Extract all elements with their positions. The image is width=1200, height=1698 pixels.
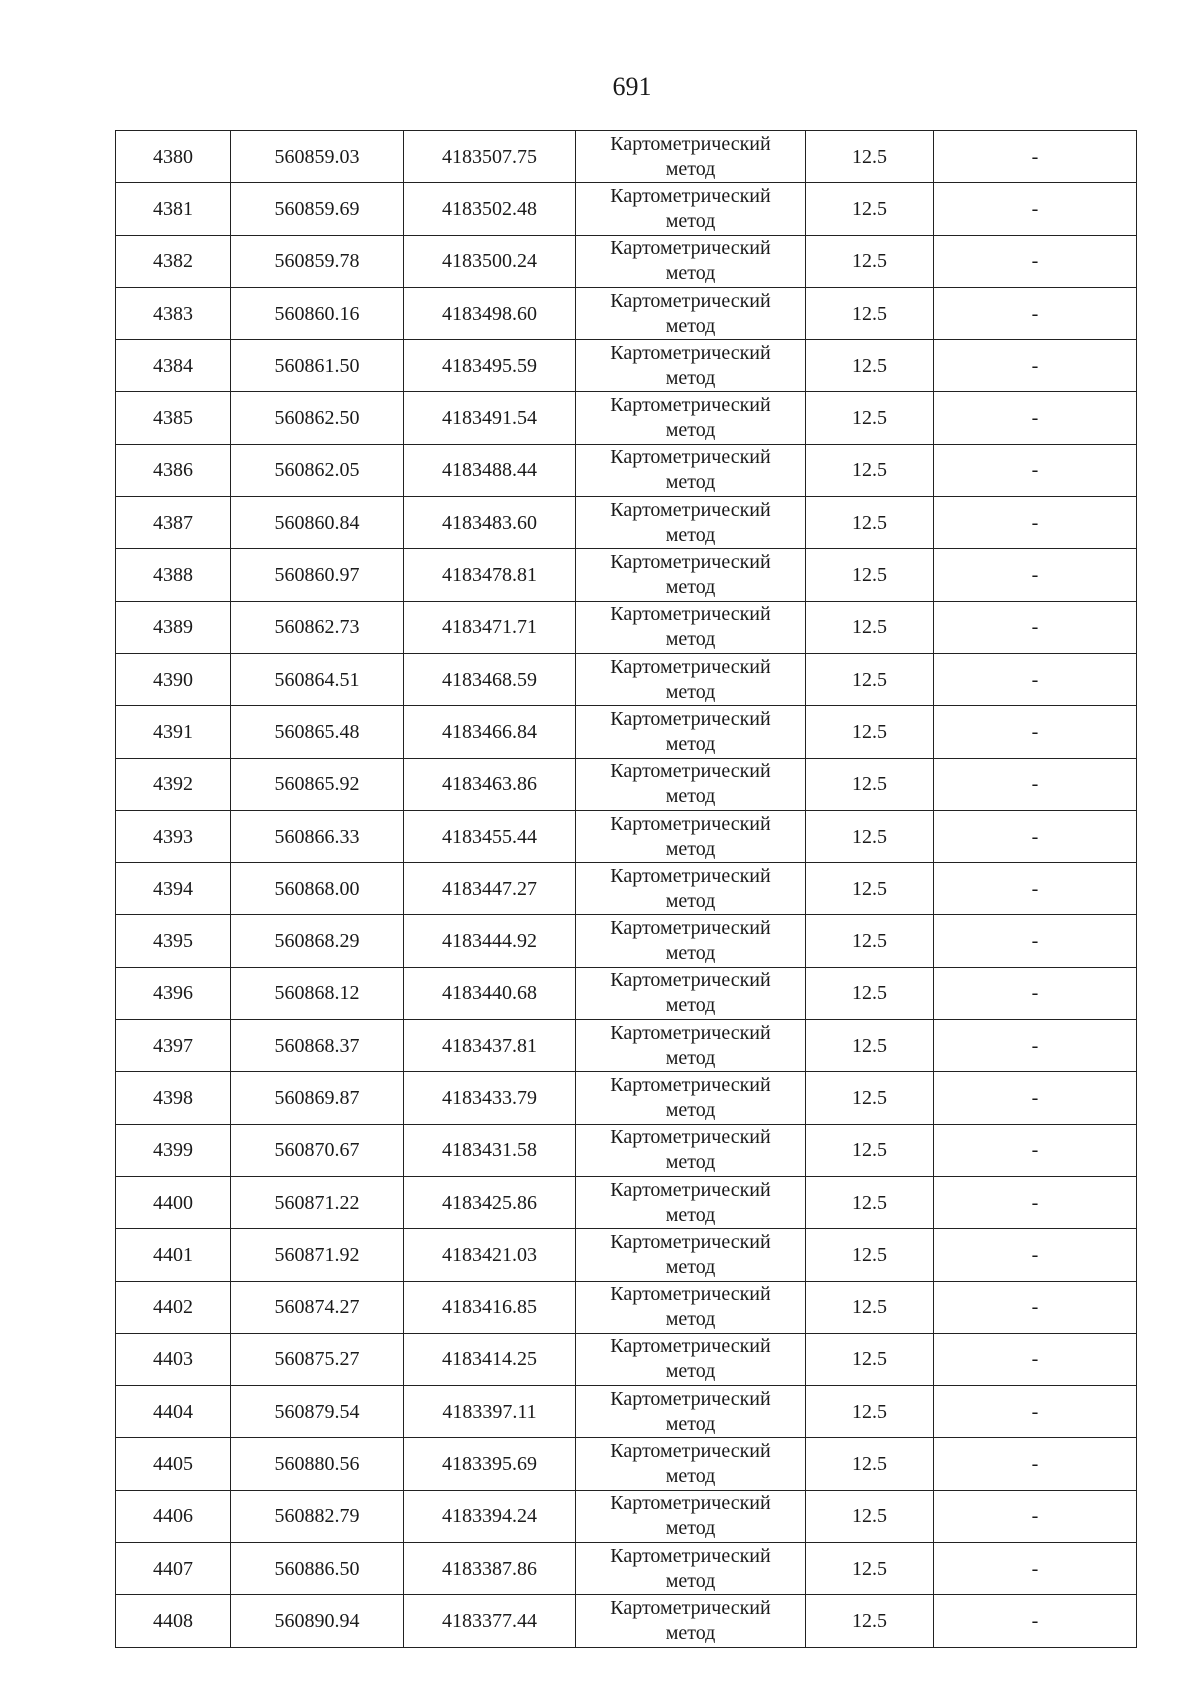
cell-y-coordinate: 4183507.75	[404, 131, 576, 183]
cell-method: Картометрический метод	[576, 915, 806, 967]
cell-x-coordinate: 560879.54	[231, 1386, 404, 1438]
cell-y-coordinate: 4183491.54	[404, 392, 576, 444]
cell-note: -	[934, 1543, 1137, 1595]
cell-point-number: 4384	[116, 340, 231, 392]
cell-method: Картометрический метод	[576, 1072, 806, 1124]
cell-point-number: 4383	[116, 287, 231, 339]
cell-note: -	[934, 497, 1137, 549]
cell-accuracy: 12.5	[806, 183, 934, 235]
cell-note: -	[934, 1229, 1137, 1281]
cell-x-coordinate: 560886.50	[231, 1543, 404, 1595]
cell-method: Картометрический метод	[576, 549, 806, 601]
cell-note: -	[934, 1281, 1137, 1333]
cell-note: -	[934, 131, 1137, 183]
cell-accuracy: 12.5	[806, 1124, 934, 1176]
cell-accuracy: 12.5	[806, 392, 934, 444]
cell-x-coordinate: 560868.00	[231, 863, 404, 915]
cell-accuracy: 12.5	[806, 235, 934, 287]
cell-accuracy: 12.5	[806, 1176, 934, 1228]
cell-point-number: 4380	[116, 131, 231, 183]
cell-point-number: 4386	[116, 444, 231, 496]
cell-point-number: 4382	[116, 235, 231, 287]
cell-x-coordinate: 560861.50	[231, 340, 404, 392]
cell-method: Картометрический метод	[576, 287, 806, 339]
cell-accuracy: 12.5	[806, 1229, 934, 1281]
cell-y-coordinate: 4183431.58	[404, 1124, 576, 1176]
table-row	[116, 967, 1137, 1019]
table-row	[116, 758, 1137, 810]
cell-point-number: 4392	[116, 758, 231, 810]
cell-note: -	[934, 810, 1137, 862]
cell-y-coordinate: 4183421.03	[404, 1229, 576, 1281]
page-number: 691	[612, 72, 652, 101]
cell-method: Картометрический метод	[576, 1333, 806, 1385]
cell-method: Картометрический метод	[576, 183, 806, 235]
cell-method: Картометрический метод	[576, 1438, 806, 1490]
cell-y-coordinate: 4183395.69	[404, 1438, 576, 1490]
cell-x-coordinate: 560882.79	[231, 1490, 404, 1542]
table-row	[116, 1281, 1137, 1333]
cell-x-coordinate: 560865.48	[231, 706, 404, 758]
cell-note: -	[934, 1386, 1137, 1438]
cell-method: Картометрический метод	[576, 392, 806, 444]
cell-point-number: 4396	[116, 967, 231, 1019]
cell-method: Картометрический метод	[576, 1490, 806, 1542]
table-body	[116, 131, 1137, 1648]
cell-point-number: 4397	[116, 1020, 231, 1072]
cell-note: -	[934, 915, 1137, 967]
cell-accuracy: 12.5	[806, 1281, 934, 1333]
cell-method: Картометрический метод	[576, 444, 806, 496]
table-row	[116, 1595, 1137, 1647]
table-row	[116, 340, 1137, 392]
cell-x-coordinate: 560869.87	[231, 1072, 404, 1124]
cell-note: -	[934, 1438, 1137, 1490]
cell-y-coordinate: 4183468.59	[404, 653, 576, 705]
table-row	[116, 235, 1137, 287]
cell-accuracy: 12.5	[806, 444, 934, 496]
table-row	[116, 497, 1137, 549]
cell-point-number: 4391	[116, 706, 231, 758]
cell-note: -	[934, 183, 1137, 235]
table-row	[116, 601, 1137, 653]
cell-y-coordinate: 4183440.68	[404, 967, 576, 1019]
cell-x-coordinate: 560860.84	[231, 497, 404, 549]
cell-y-coordinate: 4183455.44	[404, 810, 576, 862]
cell-method: Картометрический метод	[576, 706, 806, 758]
cell-accuracy: 12.5	[806, 915, 934, 967]
cell-y-coordinate: 4183387.86	[404, 1543, 576, 1595]
cell-y-coordinate: 4183447.27	[404, 863, 576, 915]
table-row	[116, 444, 1137, 496]
table-row	[116, 1438, 1137, 1490]
cell-y-coordinate: 4183433.79	[404, 1072, 576, 1124]
cell-point-number: 4381	[116, 183, 231, 235]
cell-method: Картометрический метод	[576, 1020, 806, 1072]
cell-y-coordinate: 4183495.59	[404, 340, 576, 392]
cell-point-number: 4405	[116, 1438, 231, 1490]
cell-accuracy: 12.5	[806, 1490, 934, 1542]
cell-x-coordinate: 560859.03	[231, 131, 404, 183]
cell-method: Картометрический метод	[576, 131, 806, 183]
table-row	[116, 1543, 1137, 1595]
cell-accuracy: 12.5	[806, 1595, 934, 1647]
table-row	[116, 1490, 1137, 1542]
cell-point-number: 4395	[116, 915, 231, 967]
table-row	[116, 1176, 1137, 1228]
table-row	[116, 706, 1137, 758]
cell-y-coordinate: 4183466.84	[404, 706, 576, 758]
table-row	[116, 653, 1137, 705]
cell-x-coordinate: 560860.97	[231, 549, 404, 601]
table-row	[116, 131, 1137, 183]
cell-accuracy: 12.5	[806, 1020, 934, 1072]
table-row	[116, 1072, 1137, 1124]
cell-point-number: 4400	[116, 1176, 231, 1228]
cell-x-coordinate: 560859.69	[231, 183, 404, 235]
cell-point-number: 4387	[116, 497, 231, 549]
cell-note: -	[934, 340, 1137, 392]
cell-x-coordinate: 560862.50	[231, 392, 404, 444]
cell-method: Картометрический метод	[576, 1595, 806, 1647]
cell-accuracy: 12.5	[806, 131, 934, 183]
cell-note: -	[934, 863, 1137, 915]
cell-point-number: 4393	[116, 810, 231, 862]
cell-x-coordinate: 560871.22	[231, 1176, 404, 1228]
cell-y-coordinate: 4183377.44	[404, 1595, 576, 1647]
cell-method: Картометрический метод	[576, 810, 806, 862]
cell-x-coordinate: 560868.12	[231, 967, 404, 1019]
cell-x-coordinate: 560890.94	[231, 1595, 404, 1647]
cell-accuracy: 12.5	[806, 758, 934, 810]
cell-note: -	[934, 1124, 1137, 1176]
table-row	[116, 287, 1137, 339]
cell-point-number: 4404	[116, 1386, 231, 1438]
cell-x-coordinate: 560871.92	[231, 1229, 404, 1281]
cell-note: -	[934, 444, 1137, 496]
cell-point-number: 4389	[116, 601, 231, 653]
cell-y-coordinate: 4183437.81	[404, 1020, 576, 1072]
cell-accuracy: 12.5	[806, 549, 934, 601]
cell-note: -	[934, 392, 1137, 444]
cell-note: -	[934, 1176, 1137, 1228]
cell-method: Картометрический метод	[576, 601, 806, 653]
cell-y-coordinate: 4183483.60	[404, 497, 576, 549]
cell-accuracy: 12.5	[806, 967, 934, 1019]
table-row	[116, 1333, 1137, 1385]
cell-note: -	[934, 758, 1137, 810]
cell-method: Картометрический метод	[576, 653, 806, 705]
cell-method: Картометрический метод	[576, 863, 806, 915]
table-row	[116, 1124, 1137, 1176]
cell-accuracy: 12.5	[806, 863, 934, 915]
cell-point-number: 4385	[116, 392, 231, 444]
cell-y-coordinate: 4183500.24	[404, 235, 576, 287]
cell-method: Картометрический метод	[576, 235, 806, 287]
cell-accuracy: 12.5	[806, 601, 934, 653]
cell-y-coordinate: 4183444.92	[404, 915, 576, 967]
table-row	[116, 1386, 1137, 1438]
cell-x-coordinate: 560859.78	[231, 235, 404, 287]
cell-y-coordinate: 4183478.81	[404, 549, 576, 601]
cell-x-coordinate: 560868.37	[231, 1020, 404, 1072]
cell-accuracy: 12.5	[806, 1438, 934, 1490]
cell-x-coordinate: 560865.92	[231, 758, 404, 810]
cell-method: Картометрический метод	[576, 1386, 806, 1438]
cell-x-coordinate: 560866.33	[231, 810, 404, 862]
cell-point-number: 4406	[116, 1490, 231, 1542]
cell-method: Картометрический метод	[576, 1281, 806, 1333]
cell-point-number: 4390	[116, 653, 231, 705]
cell-method: Картометрический метод	[576, 758, 806, 810]
cell-method: Картометрический метод	[576, 1176, 806, 1228]
cell-accuracy: 12.5	[806, 1333, 934, 1385]
cell-x-coordinate: 560875.27	[231, 1333, 404, 1385]
table-row	[116, 392, 1137, 444]
cell-accuracy: 12.5	[806, 810, 934, 862]
cell-note: -	[934, 601, 1137, 653]
cell-y-coordinate: 4183498.60	[404, 287, 576, 339]
cell-y-coordinate: 4183502.48	[404, 183, 576, 235]
cell-accuracy: 12.5	[806, 287, 934, 339]
cell-y-coordinate: 4183394.24	[404, 1490, 576, 1542]
table-row	[116, 915, 1137, 967]
cell-point-number: 4407	[116, 1543, 231, 1595]
cell-x-coordinate: 560860.16	[231, 287, 404, 339]
cell-accuracy: 12.5	[806, 340, 934, 392]
cell-point-number: 4408	[116, 1595, 231, 1647]
cell-point-number: 4399	[116, 1124, 231, 1176]
cell-point-number: 4401	[116, 1229, 231, 1281]
table-row	[116, 549, 1137, 601]
cell-y-coordinate: 4183416.85	[404, 1281, 576, 1333]
table-row	[116, 863, 1137, 915]
cell-method: Картометрический метод	[576, 1229, 806, 1281]
table-row	[116, 1020, 1137, 1072]
cell-note: -	[934, 1072, 1137, 1124]
cell-point-number: 4388	[116, 549, 231, 601]
cell-accuracy: 12.5	[806, 653, 934, 705]
cell-note: -	[934, 706, 1137, 758]
cell-x-coordinate: 560870.67	[231, 1124, 404, 1176]
cell-point-number: 4403	[116, 1333, 231, 1385]
cell-method: Картометрический метод	[576, 1124, 806, 1176]
cell-method: Картометрический метод	[576, 340, 806, 392]
table-row	[116, 1229, 1137, 1281]
cell-note: -	[934, 549, 1137, 601]
cell-x-coordinate: 560862.05	[231, 444, 404, 496]
cell-note: -	[934, 1020, 1137, 1072]
cell-x-coordinate: 560874.27	[231, 1281, 404, 1333]
cell-y-coordinate: 4183471.71	[404, 601, 576, 653]
cell-y-coordinate: 4183414.25	[404, 1333, 576, 1385]
cell-y-coordinate: 4183397.11	[404, 1386, 576, 1438]
table-row	[116, 810, 1137, 862]
cell-point-number: 4398	[116, 1072, 231, 1124]
cell-accuracy: 12.5	[806, 1543, 934, 1595]
cell-note: -	[934, 1595, 1137, 1647]
cell-y-coordinate: 4183425.86	[404, 1176, 576, 1228]
cell-note: -	[934, 1333, 1137, 1385]
cell-accuracy: 12.5	[806, 1072, 934, 1124]
cell-accuracy: 12.5	[806, 1386, 934, 1438]
cell-y-coordinate: 4183463.86	[404, 758, 576, 810]
table-row	[116, 183, 1137, 235]
cell-accuracy: 12.5	[806, 706, 934, 758]
cell-note: -	[934, 235, 1137, 287]
cell-method: Картометрический метод	[576, 497, 806, 549]
cell-y-coordinate: 4183488.44	[404, 444, 576, 496]
cell-note: -	[934, 967, 1137, 1019]
cell-method: Картометрический метод	[576, 967, 806, 1019]
cell-accuracy: 12.5	[806, 497, 934, 549]
cell-x-coordinate: 560862.73	[231, 601, 404, 653]
cell-method: Картометрический метод	[576, 1543, 806, 1595]
cell-note: -	[934, 287, 1137, 339]
cell-point-number: 4402	[116, 1281, 231, 1333]
cell-x-coordinate: 560868.29	[231, 915, 404, 967]
cell-note: -	[934, 1490, 1137, 1542]
cell-point-number: 4394	[116, 863, 231, 915]
cell-x-coordinate: 560864.51	[231, 653, 404, 705]
coordinates-table	[115, 130, 1137, 1648]
cell-x-coordinate: 560880.56	[231, 1438, 404, 1490]
cell-note: -	[934, 653, 1137, 705]
